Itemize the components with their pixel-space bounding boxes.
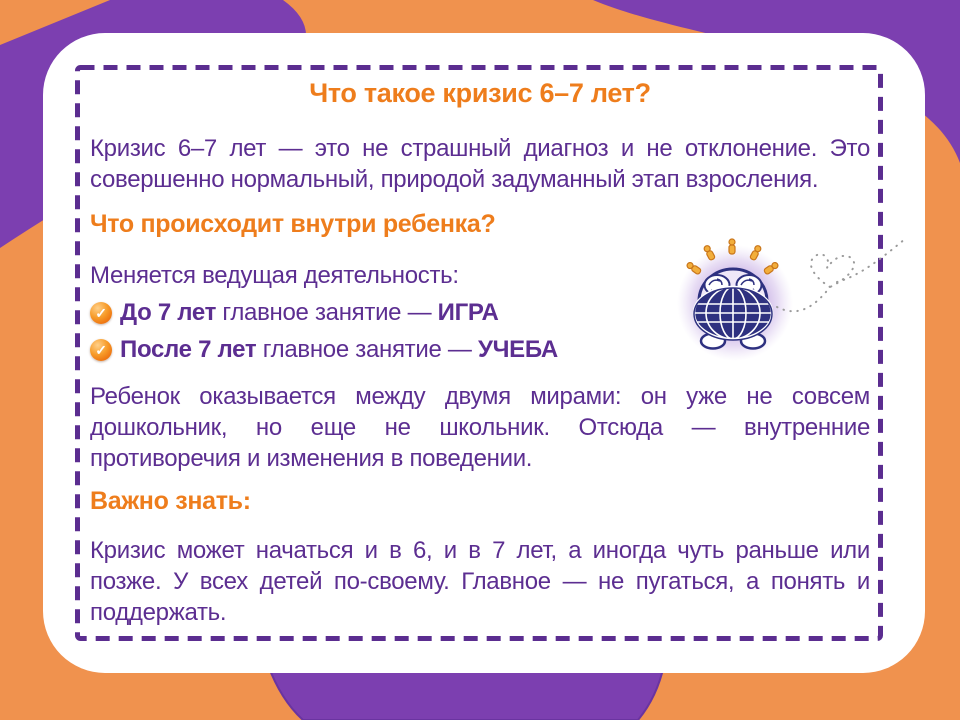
bullet-emphasis: УЧЕБА: [477, 336, 558, 363]
bullet-bold: После 7 лет: [120, 336, 257, 363]
globe: [694, 287, 772, 340]
section-heading-inside: Что происходит внутри ребенка?: [90, 210, 496, 238]
bullet-regular: главное занятие —: [256, 336, 478, 363]
purple-blob-bottom: [268, 665, 664, 720]
bullet-text: [120, 297, 499, 328]
lead-line: Меняется ведущая деятельность:: [90, 262, 459, 289]
bullet-bold: До 7 лет: [120, 299, 217, 326]
globe-rover-emblem: [665, 225, 910, 375]
check-bullet-icon: ✓: [90, 302, 112, 324]
dotted-heart-trail: [777, 239, 905, 311]
bullet-emphasis: ИГРА: [437, 299, 499, 326]
between-worlds-paragraph: Ребенок оказывается между двумя мирами: он уже не совсем дошкольник, но еще не школьник. Отсюда — внутренние противоречия и изменения в поведении.: [90, 383, 870, 472]
bullet-text: [120, 334, 558, 365]
intro-paragraph: Кризис 6–7 лет — это не страшный диагноз и не отклонение. Это совершенно нормальный, природой задуманный этап взросления.: [90, 135, 870, 193]
bullet-regular: главное занятие —: [216, 299, 438, 326]
section-heading-important: Важно знать:: [90, 487, 251, 515]
check-bullet-icon: ✓: [90, 339, 112, 361]
important-paragraph: Кризис может начаться и в 6, и в 7 лет, а иногда чуть раньше или позже. У всех детей по-своему. Главное — не пугаться, а понять и поддержать.: [90, 537, 870, 626]
page-title: Что такое кризис 6–7 лет?: [309, 78, 651, 108]
